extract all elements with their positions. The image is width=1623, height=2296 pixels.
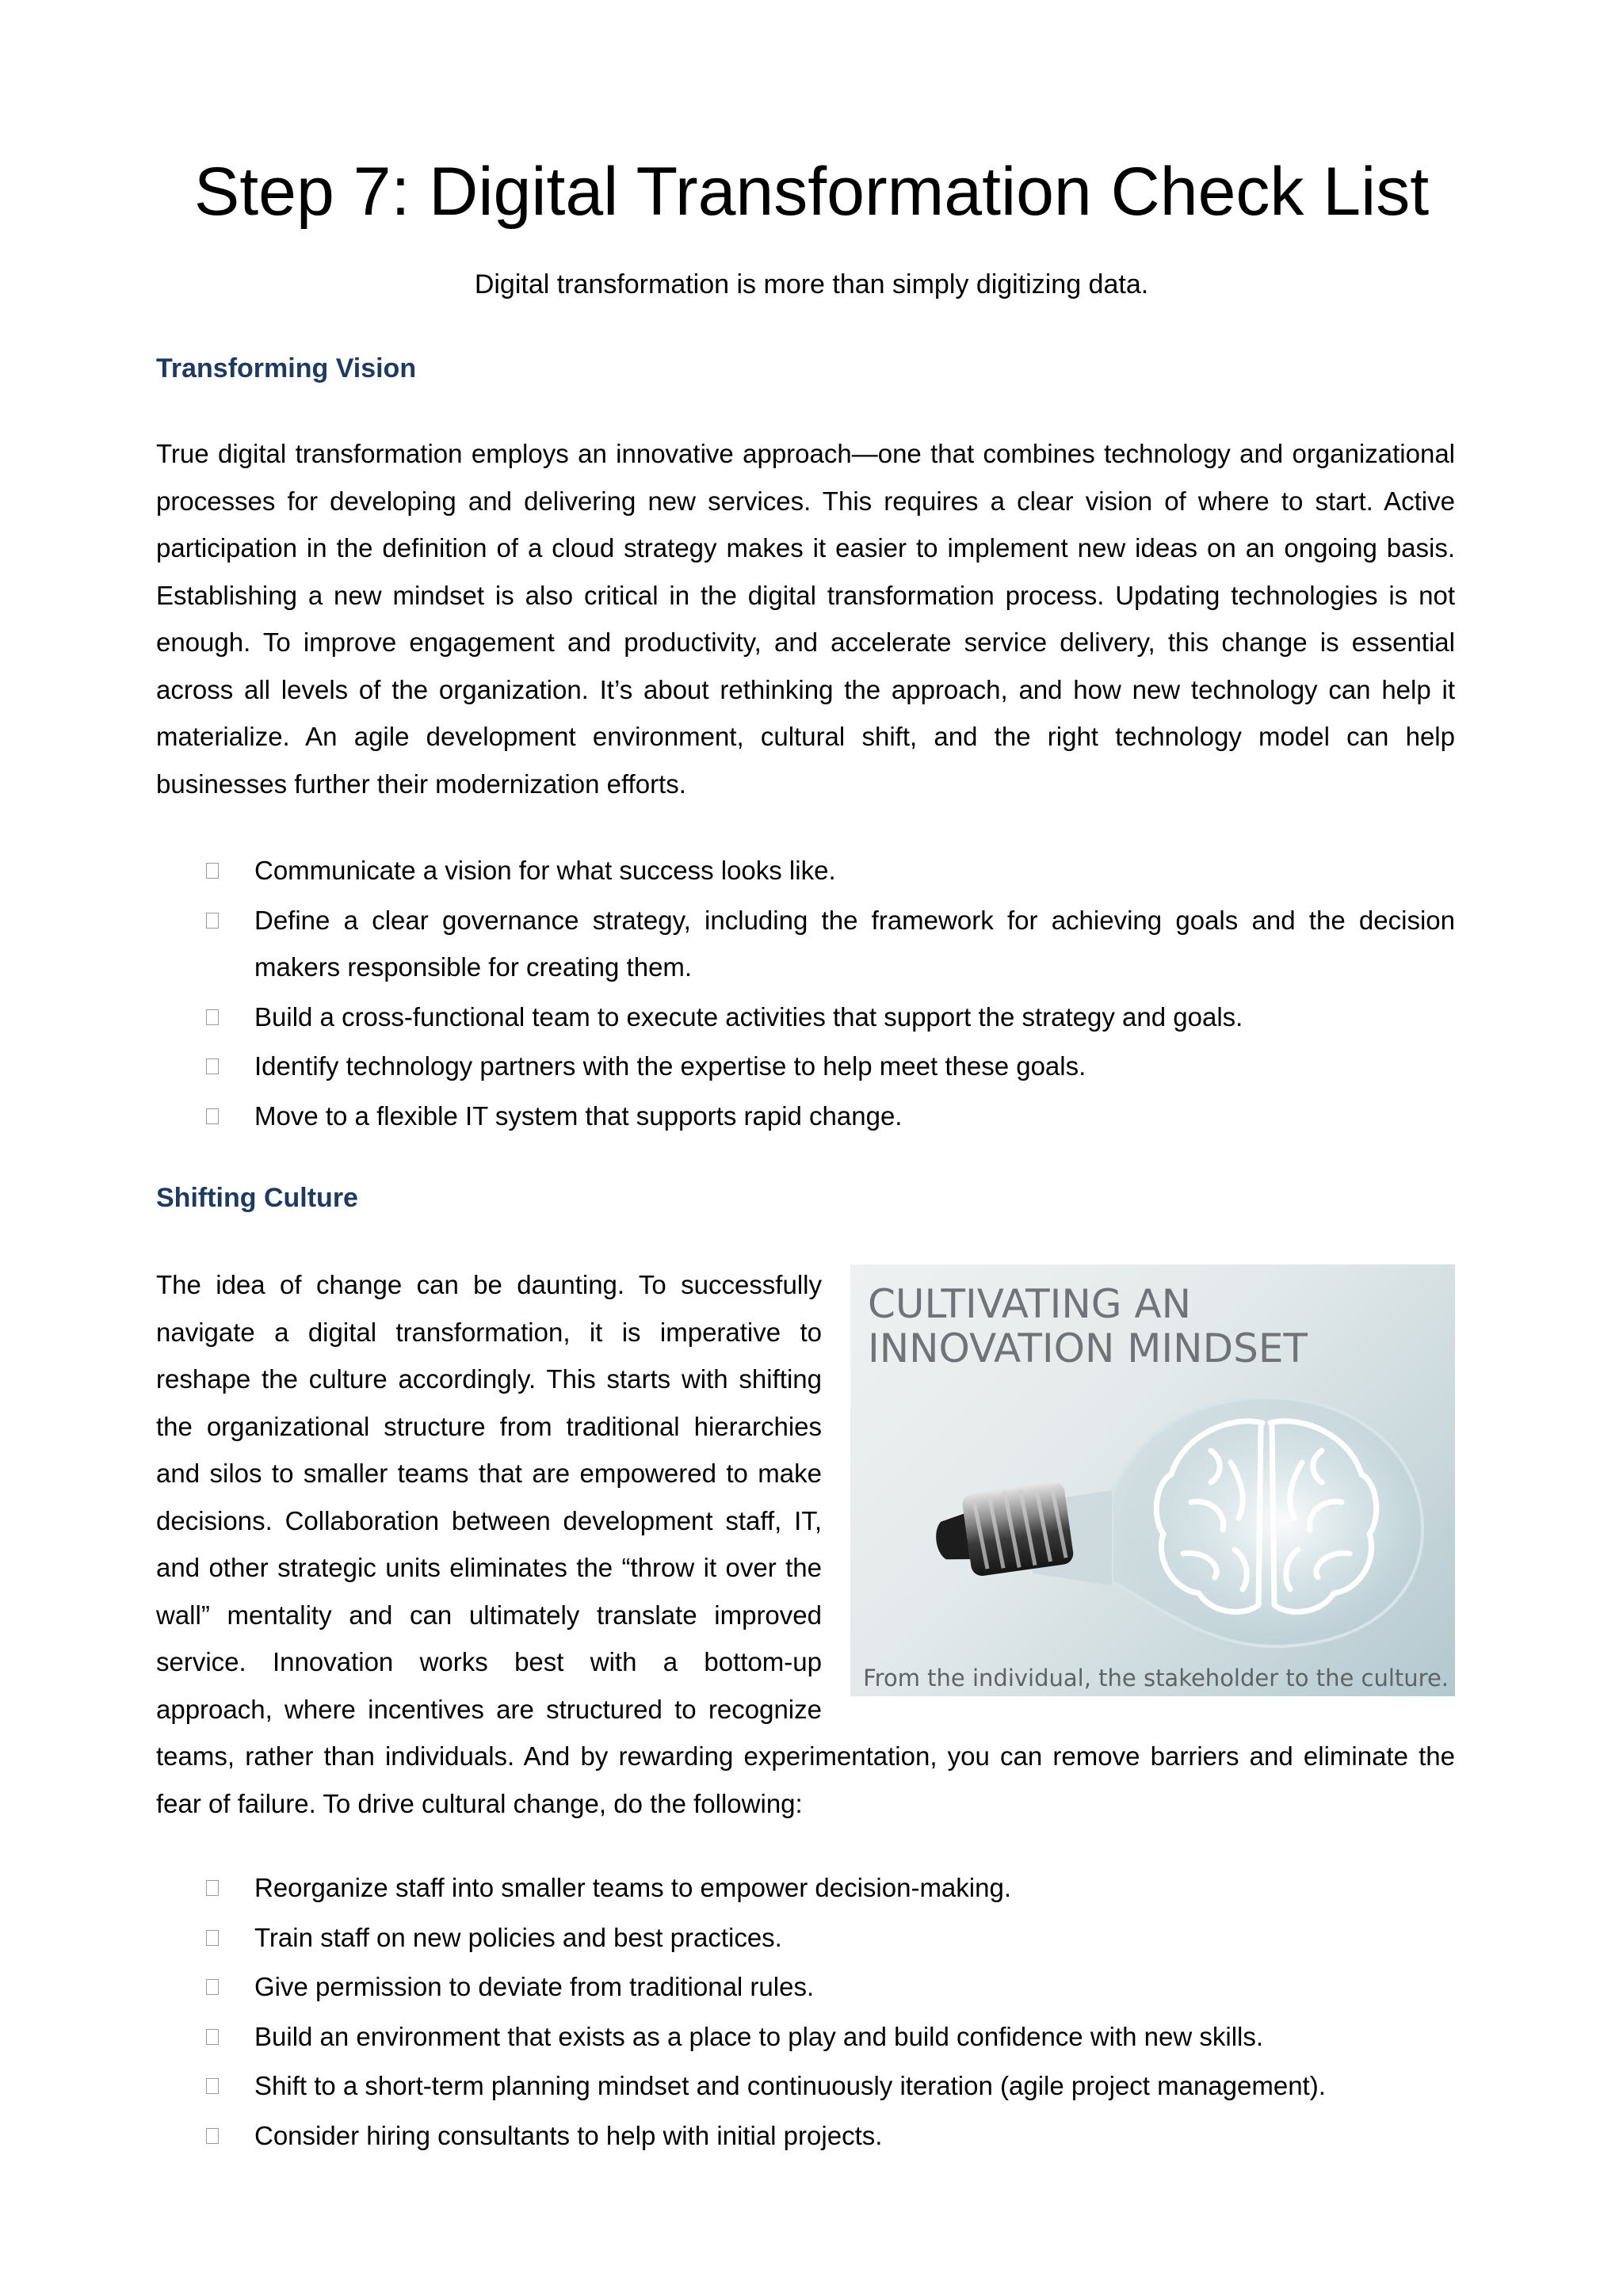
checklist-item bbox=[156, 994, 1455, 1041]
page-title: Step 7: Digital Transformation Check List bbox=[193, 154, 1430, 230]
vision-checklist bbox=[156, 847, 1455, 1142]
checklist-item-label: Reorganize staff into smaller teams to empower decision-making. bbox=[254, 1873, 1011, 1902]
figure-title-line: CULTIVATING AN bbox=[868, 1281, 1192, 1327]
checklist-item bbox=[156, 1043, 1455, 1090]
checklist-item-label: Train staff on new policies and best practices. bbox=[254, 1922, 782, 1952]
checklist-item bbox=[156, 1963, 1455, 2011]
checklist-item-label: Move to a flexible IT system that supports rapid change. bbox=[254, 1100, 903, 1131]
checklist-item bbox=[156, 2062, 1455, 2110]
checkbox-icon[interactable] bbox=[206, 1009, 219, 1025]
checkbox-icon[interactable] bbox=[206, 863, 219, 879]
checklist-item bbox=[156, 897, 1455, 991]
culture-paragraph: The idea of change can be daunting. To successfully navigate a digital transformation, it is imperative to reshape the culture accordingly. This starts with shifting the organizational structure from traditional hierarchies and silos to smaller teams that are empowered to make decisions. Collaboration between development staff, IT, and other strategic units eliminates the “throw it over the wall” mentality and can ultimately translate improved service. Innovation works best with a bottom-up approach, where incentives are structured to recognize teams, rather than individuals. And by rewarding experimentation, you can remove barriers and eliminate the fear of failure. To drive cultural change, do the following: bbox=[156, 1270, 1455, 1818]
checklist-item-label: Consider hiring consultants to help with initial projects. bbox=[254, 2120, 883, 2150]
checkbox-icon[interactable] bbox=[206, 1930, 219, 1946]
checkbox-icon[interactable] bbox=[206, 1880, 219, 1896]
vision-paragraph: True digital transformation employs an innovative approach—one that combines technology and organizational processes for developing and delivering new services. This requires a clear vision of where to start. Active participation in the definition of a cloud strategy makes it easier to implement new ideas on an ongoing basis. Establishing a new mindset is also critical in the digital transformation process. Updating technologies is not enough. To improve engagement and productivity, and accelerate service delivery, this change is essential across all levels of the organization. It’s about rethinking the approach, and how new technology can help it materialize. An agile development environment, cultural shift, and the right technology model can help businesses further their modernization efforts. bbox=[156, 439, 1455, 799]
checklist-item-label: Define a clear governance strategy, including the framework for achieving goals and the decision makers responsible for creating them. bbox=[254, 905, 1455, 982]
checklist-item bbox=[156, 1914, 1455, 1962]
culture-text-block bbox=[156, 1261, 1455, 1827]
checkbox-icon[interactable] bbox=[206, 913, 219, 929]
checklist-item bbox=[156, 2112, 1455, 2160]
figure-title bbox=[868, 1282, 1308, 1371]
checklist-item-label: Identify technology partners with the expertise to help meet these goals. bbox=[254, 1051, 1086, 1081]
page-subtitle: Digital transformation is more than simply digitizing data. bbox=[474, 269, 1149, 299]
checklist-item-label: Shift to a short-term planning mindset and continuously iteration (agile project management). bbox=[254, 2071, 1326, 2100]
section-heading-culture: Shifting Culture bbox=[156, 1183, 358, 1213]
checklist-item-label: Build a cross-functional team to execute activities that support the strategy and goals. bbox=[254, 1001, 1243, 1032]
checkbox-icon[interactable] bbox=[206, 2078, 219, 2094]
checklist-item-label: Build an environment that exists as a place to play and build confidence with new skills. bbox=[254, 2021, 1264, 2051]
checkbox-icon[interactable] bbox=[206, 1979, 219, 1995]
checklist-item bbox=[156, 2013, 1455, 2061]
checklist-item-label: Give permission to deviate from traditional rules. bbox=[254, 1972, 815, 2001]
innovation-mindset-image bbox=[850, 1264, 1455, 1696]
figure-title-line: INNOVATION MINDSET bbox=[868, 1325, 1308, 1371]
checkbox-icon[interactable] bbox=[206, 2128, 219, 2144]
checklist-item bbox=[156, 1864, 1455, 1912]
checklist-item-label: Communicate a vision for what success looks like. bbox=[254, 856, 836, 885]
checklist-item bbox=[156, 847, 1455, 894]
checkbox-icon[interactable] bbox=[206, 2029, 219, 2045]
section-heading-vision: Transforming Vision bbox=[156, 353, 417, 383]
checklist-item bbox=[156, 1093, 1455, 1140]
checkbox-icon[interactable] bbox=[206, 1108, 219, 1124]
checkbox-icon[interactable] bbox=[206, 1058, 219, 1074]
figure-caption: From the individual, the stakeholder to the culture. bbox=[863, 1665, 1449, 1691]
culture-checklist bbox=[156, 1864, 1455, 2161]
